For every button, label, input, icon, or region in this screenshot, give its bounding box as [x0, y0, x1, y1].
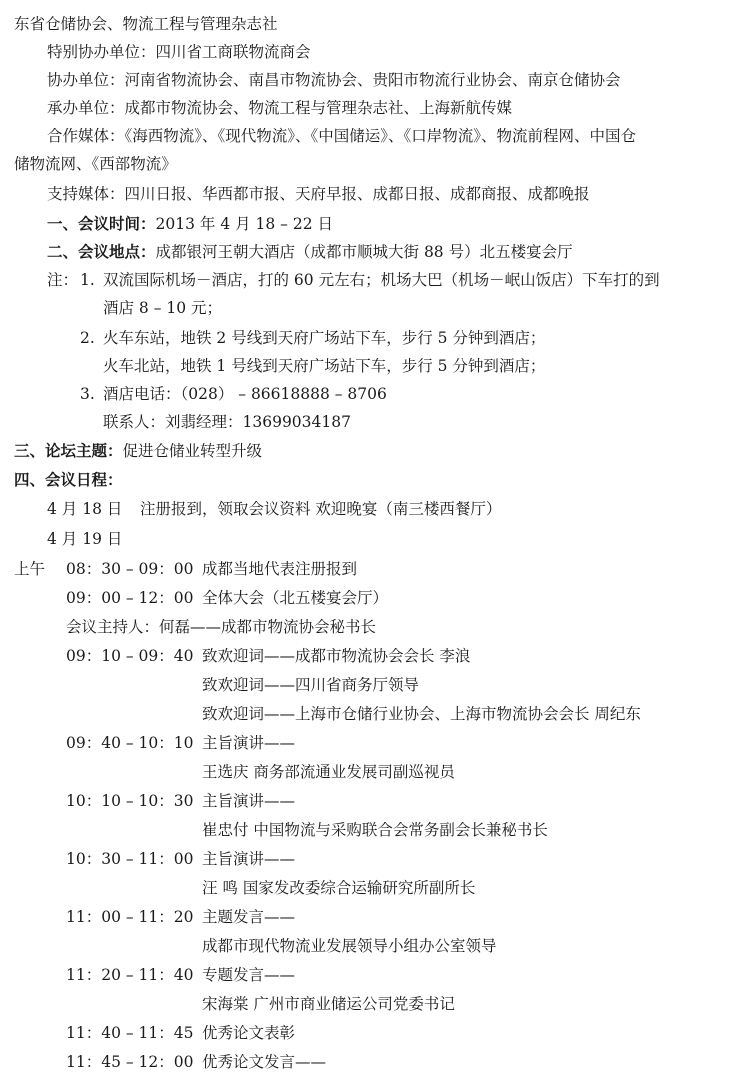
note-prefix: 注： — [47, 271, 79, 289]
schedule-item: 致欢迎词——成都市物流协会会长 李浪 — [202, 647, 471, 665]
agenda-date-apr19: 4 月 19 日 — [47, 530, 123, 548]
schedule-item: 崔忠付 中国物流与采购联合会常务副会长兼秘书长 — [202, 821, 548, 839]
schedule-item: 优秀论文发言—— — [202, 1053, 327, 1071]
schedule-item: 致欢迎词——上海市仓储行业协会、上海市物流协会会长 周纪东 — [202, 705, 641, 723]
schedule-item: 王选庆 商务部流通业发展司副巡视员 — [202, 763, 455, 781]
schedule-item: 致欢迎词——四川省商务厅领导 — [202, 676, 420, 694]
section-label: 一、会议时间： — [47, 214, 156, 233]
schedule-item: 主旨演讲—— — [202, 734, 296, 752]
agenda-apr18-text: 注册报到，领取会议资料 欢迎晚宴（南三楼西餐厅） — [140, 500, 502, 518]
supporting-media-line: 支持媒体：四川日报、华西都市报、天府早报、成都日报、成都商报、成都晚报 — [47, 185, 590, 203]
section-forum-theme — [14, 441, 262, 461]
schedule-item: 全体大会（北五楼宴会厅） — [202, 589, 389, 607]
schedule-item: 主旨演讲—— — [202, 792, 296, 810]
schedule-time: 11：20 – 11：40 — [66, 966, 194, 984]
undertaking-units-line: 承办单位：成都市物流协会、物流工程与管理杂志社、上海新航传媒 — [47, 99, 513, 117]
schedule-time: 09：10 – 09：40 — [66, 647, 194, 665]
schedule-item: 主旨演讲—— — [202, 850, 296, 868]
schedule-item: 专题发言—— — [202, 966, 296, 984]
schedule-time: 09：40 – 10：10 — [66, 734, 194, 752]
note-1-line-1: 双流国际机场－酒店，打的 60 元左右；机场大巴（机场－岷山饭店）下车打的到 — [103, 271, 660, 289]
note-2-line-1: 火车东站，地铁 2 号线到天府广场站下车，步行 5 分钟到酒店； — [103, 329, 546, 347]
section-text: 促进仓储业转型升级 — [122, 442, 263, 460]
special-assist-line: 特别协办单位：四川省工商联物流商会 — [47, 43, 311, 61]
schedule-item: 宋海棠 广州市商业储运公司党委书记 — [202, 995, 455, 1013]
section-text: 成都银河王朝大酒店（成都市顺城大街 88 号）北五楼宴会厅 — [155, 243, 573, 261]
agenda-morning-label: 上午 — [14, 560, 46, 578]
section-text: 2013 年 4 月 18 – 22 日 — [155, 215, 334, 233]
note-2-number: 2. — [80, 329, 95, 347]
note-3-line-1: 酒店电话：（028） – 86618888 – 8706 — [103, 385, 387, 403]
section-meeting-time — [47, 214, 333, 234]
schedule-item: 成都市现代物流业发展领导小组办公室领导 — [202, 937, 497, 955]
schedule-time: 11：00 – 11：20 — [66, 908, 194, 926]
schedule-time: 10：10 – 10：30 — [66, 792, 194, 810]
note-3-number: 3. — [80, 385, 95, 403]
section-meeting-venue — [47, 242, 573, 262]
schedule-time: 09：00 – 12：00 — [66, 589, 194, 607]
header-organizer-line: 东省仓储协会、物流工程与管理杂志社 — [14, 15, 278, 33]
schedule-time: 11：45 – 12：00 — [66, 1053, 194, 1071]
assist-units-line: 协办单位：河南省物流协会、南昌市物流协会、贵阳市物流行业协会、南京仓储协会 — [47, 71, 621, 89]
schedule-time: 08：30 – 09：00 — [66, 560, 194, 578]
schedule-item: 优秀论文表彰 — [202, 1024, 296, 1042]
section-agenda-heading: 四、会议日程： — [14, 470, 123, 489]
cooperating-media-line-1: 合作媒体：《海西物流》、《现代物流》、《中国储运》、《口岸物流》、物流前程网、中国仓 — [47, 127, 637, 145]
agenda-date-apr18: 4 月 18 日 — [47, 500, 123, 518]
note-1-number: 1. — [80, 271, 95, 289]
schedule-item: 汪 鸣 国家发改委综合运输研究所副所长 — [202, 879, 476, 897]
schedule-item: 主题发言—— — [202, 908, 296, 926]
schedule-item: 成都当地代表注册报到 — [202, 560, 358, 578]
schedule-time: 10：30 – 11：00 — [66, 850, 194, 868]
note-3-line-2: 联系人：刘翡经理：13699034187 — [103, 413, 351, 431]
schedule-time: 11：40 – 11：45 — [66, 1024, 194, 1042]
schedule-host: 会议主持人：何磊——成都市物流协会秘书长 — [66, 618, 377, 636]
note-2-line-2: 火车北站，地铁 1 号线到天府广场站下车，步行 5 分钟到酒店； — [103, 357, 546, 375]
section-label: 二、会议地点： — [47, 242, 156, 261]
section-label: 三、论坛主题： — [14, 441, 123, 460]
cooperating-media-line-2: 储物流网、《西部物流》 — [14, 155, 177, 173]
note-1-line-2: 酒店 8 – 10 元； — [103, 299, 223, 317]
